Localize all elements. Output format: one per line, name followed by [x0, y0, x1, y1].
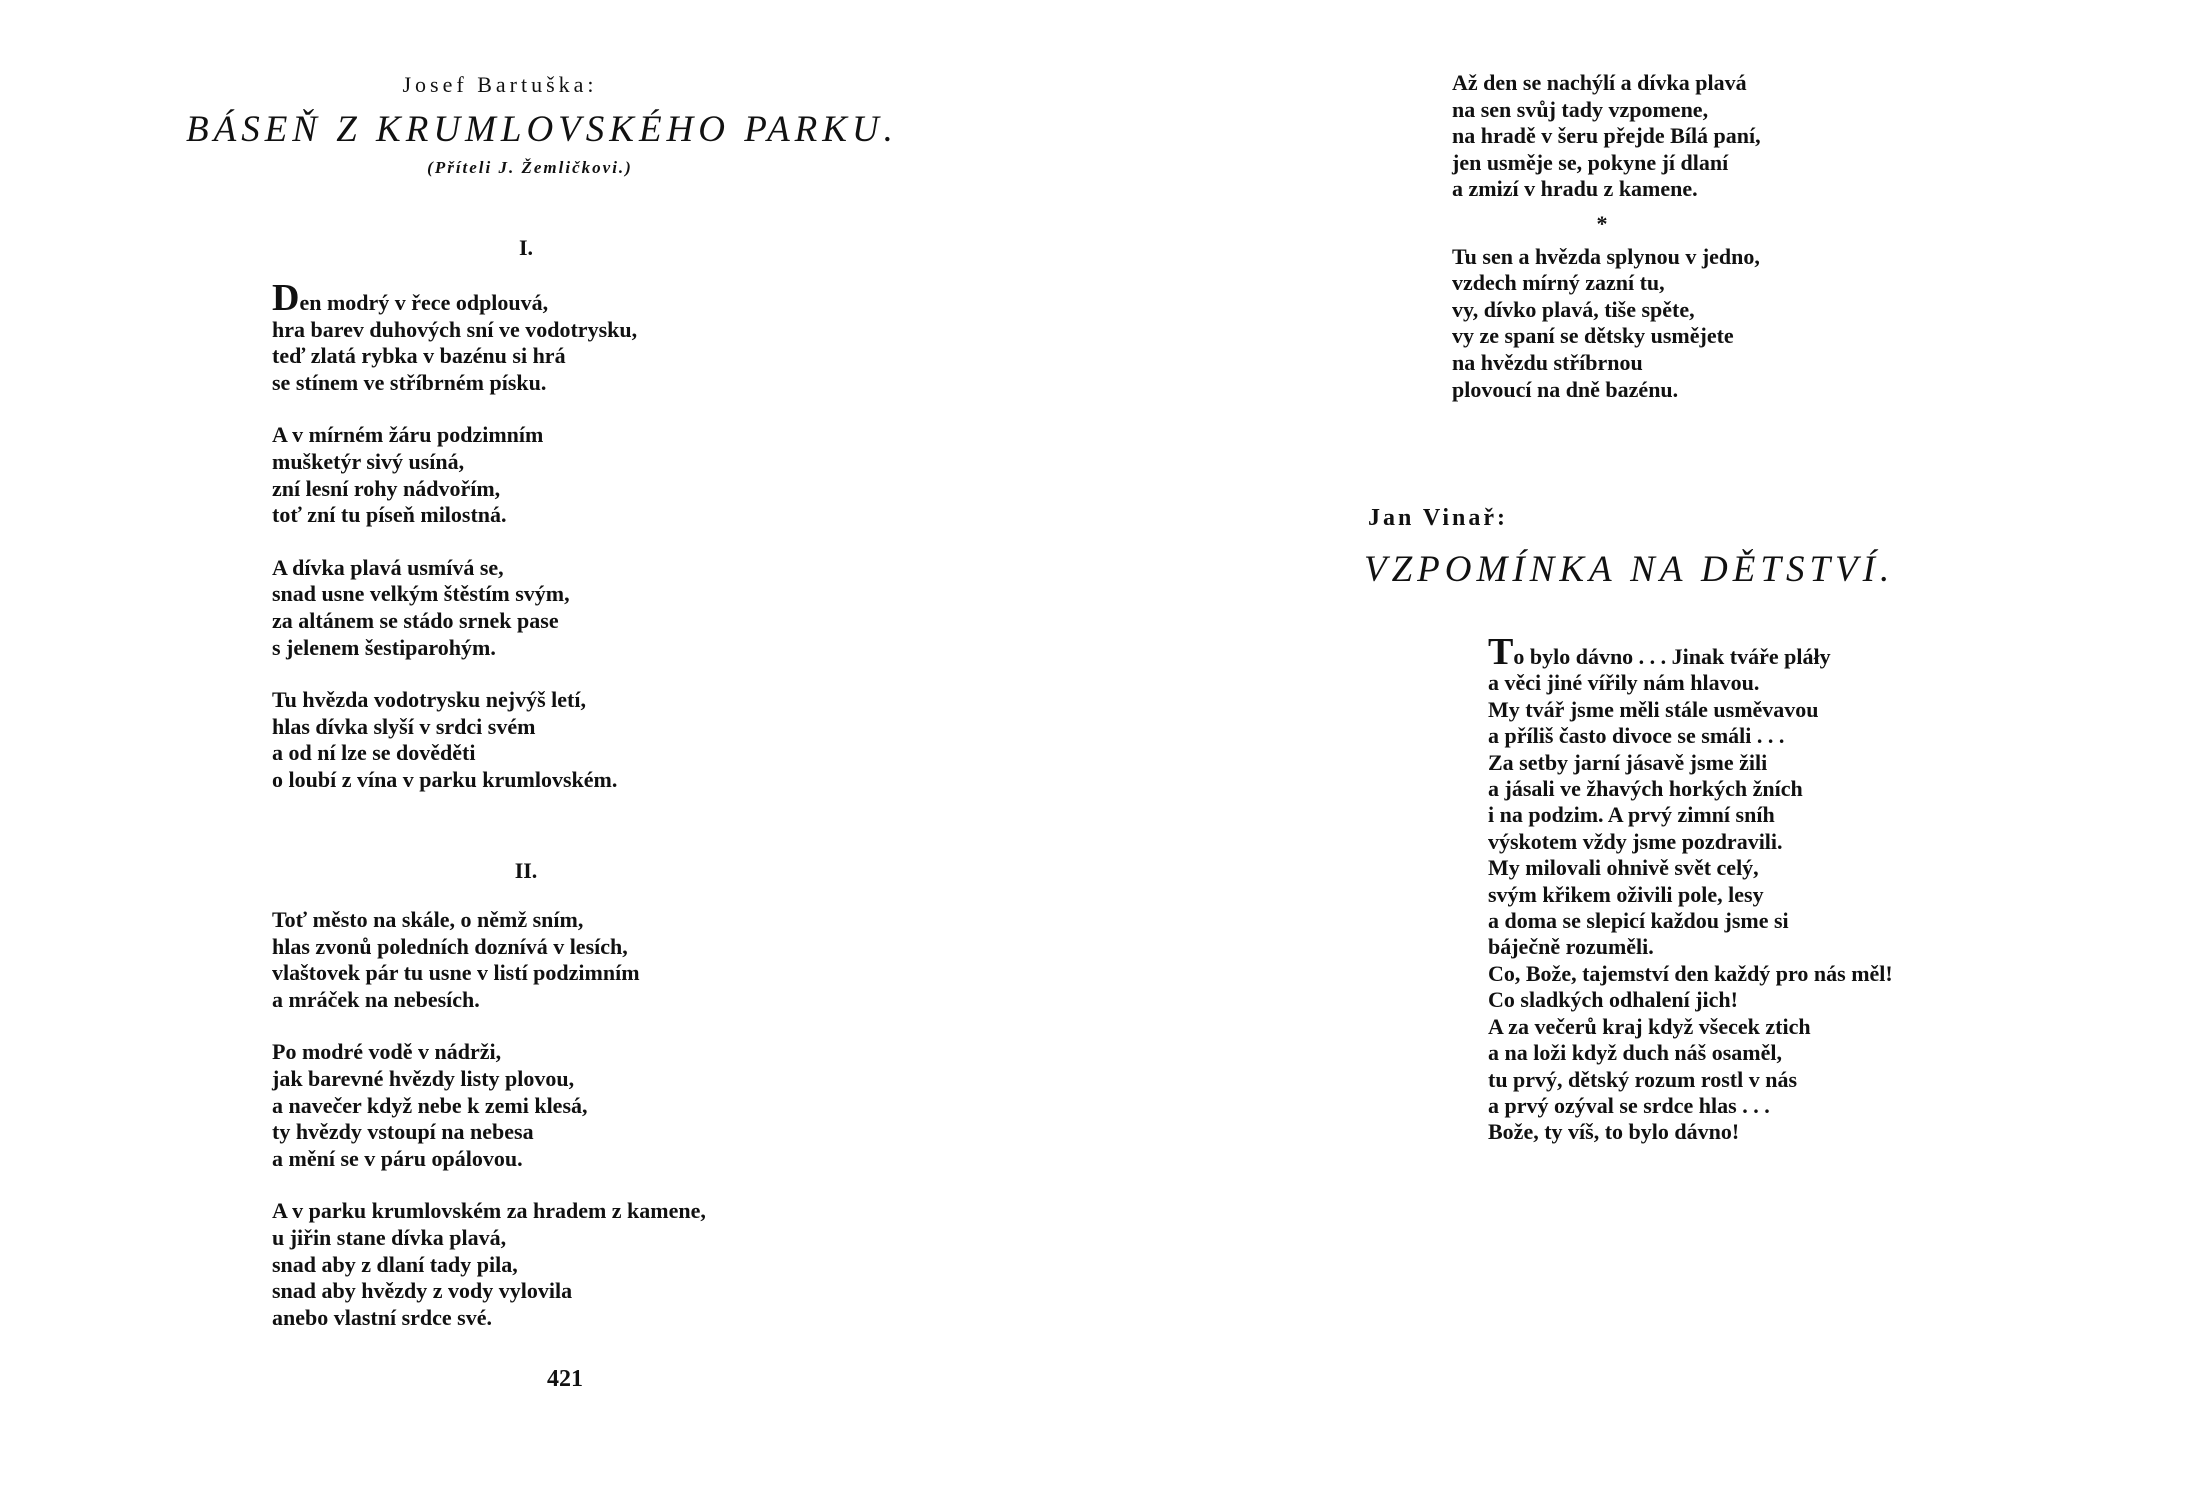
poem-title: VZPOMÍNKA NA DĚTSTVÍ.: [1364, 549, 1895, 590]
verse-line: a věci jiné vířily nám hlavou.: [1488, 670, 1760, 696]
stanza: [272, 907, 706, 1013]
stanza: [272, 555, 637, 661]
section-number: I.: [518, 235, 534, 260]
verse-line: s jelenem šestiparohým.: [272, 634, 496, 660]
verse-line: snad aby z dlaní tady pila,: [272, 1251, 518, 1277]
verse-line: na sen svůj tady vzpomene,: [1452, 96, 1709, 122]
verse-line: za altánem se stádo srnek pase: [272, 607, 559, 633]
verse-line: a mráček na nebesích.: [272, 986, 480, 1012]
verse-line: plovoucí na dně bazénu.: [1452, 376, 1679, 402]
verse-line: Toť město na skále, o němž sním,: [272, 907, 584, 932]
page-number: 421: [547, 1366, 583, 1392]
stanza: [1488, 631, 1893, 1146]
poem-continuation: [1452, 70, 1761, 417]
stanza: [272, 277, 638, 396]
verse-line: Za setby jarní jásavě jsme žili: [1488, 749, 1768, 775]
verse-line: To bylo dávno . . . Jinak tváře pláły: [1488, 631, 1831, 673]
stanza: [272, 687, 637, 793]
poem-title: BÁSEŇ Z KRUMLOVSKÉHO PARKU.: [186, 109, 898, 150]
verse-line: Až den se nachýlí a dívka plavá: [1452, 70, 1747, 95]
verse-line: na hradě v šeru přejde Bílá paní,: [1452, 123, 1761, 149]
verse-line: Bože, ty víš, to bylo dávno!: [1488, 1119, 1740, 1145]
verse-line: A dívka plavá usmívá se,: [272, 554, 504, 580]
verse-line: toť zní tu píseň milostná.: [272, 502, 507, 528]
stanza: [272, 1039, 706, 1172]
verse-line: a od ní lze se dověděti: [272, 740, 476, 766]
verse-line: hra barev duhových sní ve vodotrysku,: [272, 316, 638, 342]
verse-line: hlas dívka slyší v srdci svém: [272, 713, 536, 739]
verse-line: a jásali ve žhavých horkých žních: [1488, 776, 1803, 802]
dedication: (Příteli J. Žemličkovi.): [427, 158, 633, 177]
verse-line: na hvězdu stříbrnou: [1452, 349, 1643, 375]
verse-line: vy ze spaní se dětsky usmějete: [1452, 323, 1734, 349]
verse-line: a doma se slepicí každou jsme si: [1488, 908, 1789, 934]
verse-line: Tu hvězda vodotrysku nejvýš letí,: [272, 687, 586, 713]
poem-section-1: [272, 277, 638, 820]
verse-line: výskotem vždy jsme pozdravili.: [1488, 828, 1783, 854]
right-page: [1106, 0, 2212, 1500]
verse-line: Tu sen a hvězda splynou v jedno,: [1452, 243, 1760, 269]
verse-line: ty hvězdy vstoupí na nebesa: [272, 1119, 534, 1145]
stanza: [1452, 70, 1761, 203]
verse-line: Den modrý v řece odplouvá,: [272, 277, 549, 319]
verse-line: A v mírném žáru podzimním: [272, 422, 544, 448]
verse-line: o loubí z vína v parku krumlovském.: [272, 766, 618, 792]
verse-line: jen usměje se, pokyne jí dlaní: [1452, 149, 1729, 175]
poem-section-2: [272, 907, 706, 1357]
author-name: Jan Vinař:: [1368, 505, 1509, 531]
verse-line: a na loži když duch náš osaměl,: [1488, 1040, 1782, 1066]
verse-line: hlas zvonů poledních doznívá v lesích,: [272, 933, 628, 959]
verse-line: jak barevné hvězdy listy plovou,: [272, 1065, 575, 1091]
verse-line: My milovali ohnivě svět celý,: [1488, 855, 1759, 881]
verse-line: vzdech mírný zazní tu,: [1452, 270, 1665, 296]
verse-line: snad usne velkým štěstím svým,: [272, 581, 570, 607]
verse-line: u jiřin stane dívka plavá,: [272, 1224, 507, 1250]
verse-line: Co sladkých odhalení jich!: [1488, 987, 1738, 1013]
verse-line: A za večerů kraj když všecek ztich: [1488, 1013, 1811, 1039]
verse-line: Co, Bože, tajemství den každý pro nás měl!: [1488, 960, 1893, 986]
verse-line: vy, dívko plavá, tiše spěte,: [1452, 296, 1695, 322]
verse-line: mušketýr sivý usíná,: [272, 448, 465, 474]
stanza: [272, 1198, 706, 1331]
verse-line: báječně rozuměli.: [1488, 934, 1654, 960]
verse-line: anebo vlastní srdce své.: [272, 1304, 492, 1330]
verse-line: A v parku krumlovském za hradem z kamene,: [272, 1198, 706, 1224]
verse-line: a zmizí v hradu z kamene.: [1452, 176, 1698, 202]
verse-line: a prvý ozýval se srdce hlas . . .: [1488, 1092, 1770, 1118]
verse-line: i na podzim. A prvý zimní sníh: [1488, 802, 1775, 828]
verse-line: teď zlatá rybka v bazénu si hrá: [272, 343, 566, 369]
verse-line: tu prvý, dětský rozum rostl v nás: [1488, 1066, 1798, 1092]
stanza: [1452, 244, 1761, 404]
verse-line: vlaštovek pár tu usne v listí podzimním: [272, 960, 640, 986]
poem-body: [1488, 631, 1893, 1172]
verse-line: Po modré vodě v nádrži,: [272, 1039, 502, 1065]
verse-line: a navečer když nebe k zemi klesá,: [272, 1092, 588, 1118]
verse-line: a příliš často divoce se smáli . . .: [1488, 723, 1785, 749]
verse-line: se stínem ve stříbrném písku.: [272, 369, 547, 395]
author-name: Josef Bartuška:: [402, 72, 598, 97]
verse-line: svým křikem oživili pole, lesy: [1488, 881, 1764, 907]
section-separator: *: [1596, 210, 1608, 236]
stanza: [272, 422, 637, 528]
section-number: II.: [514, 858, 538, 883]
verse-line: zní lesní rohy nádvořím,: [272, 475, 501, 501]
verse-line: My tvář jsme měli stále usměvavou: [1488, 696, 1819, 722]
verse-line: snad aby hvězdy z vody vylovila: [272, 1278, 573, 1304]
verse-line: a mění se v páru opálovou.: [272, 1145, 523, 1171]
